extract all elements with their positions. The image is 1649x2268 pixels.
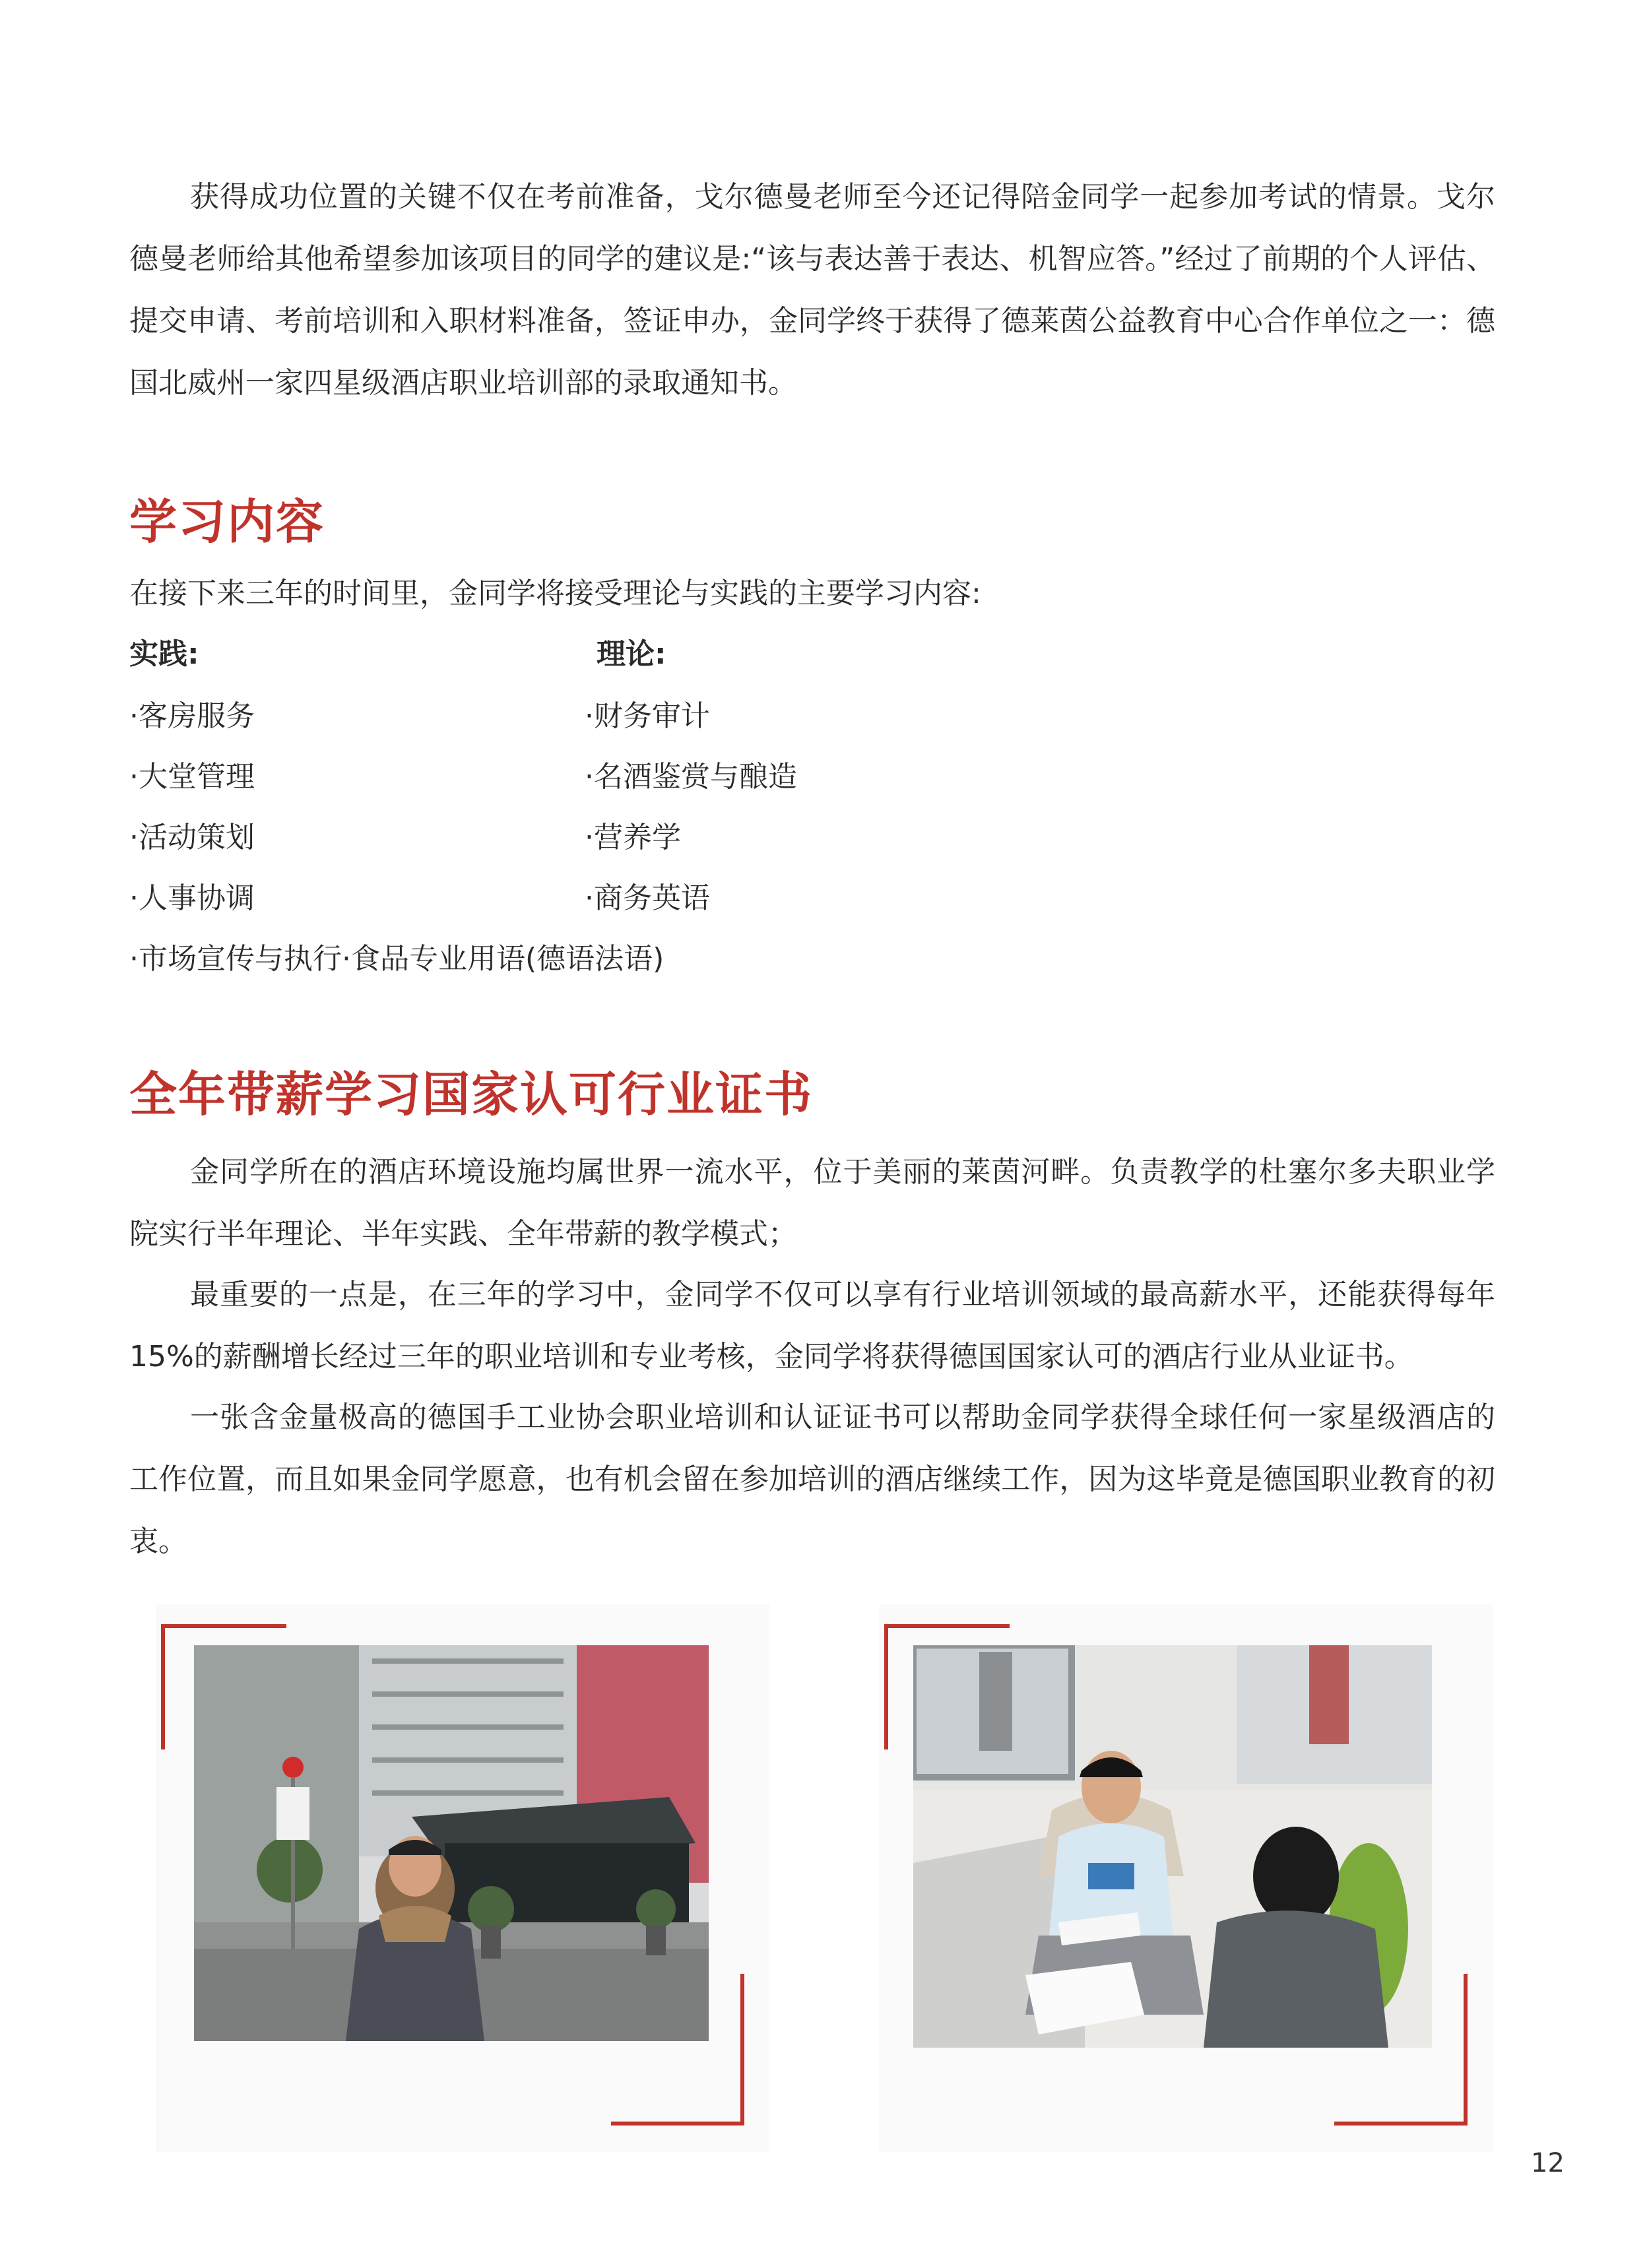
certificate-paragraph: 最重要的一点是，在三年的学习中，金同学不仅可以享有行业培训领域的最高薪水平，还能获得每年15%的薪酬增长经过三年的职业培训和专业考核，金同学将获得德国国家认可的酒店行业从业证书。 bbox=[129, 1278, 1495, 1373]
frame-corner bbox=[884, 1624, 1010, 1628]
frame-corner bbox=[1464, 1974, 1468, 2126]
interview-illustration bbox=[913, 1645, 1432, 2048]
frame-corner bbox=[1334, 2122, 1468, 2126]
photo-interview bbox=[913, 1645, 1432, 2048]
theory-item: ·商务英语 bbox=[585, 881, 710, 915]
theory-item: ·营养学 bbox=[585, 821, 681, 854]
section-title-study-content: 学习内容 bbox=[129, 494, 325, 550]
practice-item: ·客房服务 bbox=[129, 699, 255, 733]
practice-item: ·大堂管理 bbox=[129, 760, 255, 794]
frame-corner bbox=[884, 1624, 888, 1749]
certificate-paragraph: 金同学所在的酒店环境设施均属世界一流水平，位于美丽的莱茵河畔。负责教学的杜塞尔多夫职业学院实行半年理论、半年实践、全年带薪的教学模式； bbox=[129, 1155, 1495, 1251]
certificate-paragraph: 一张含金量极高的德国手工业协会职业培训和认证证书可以帮助金同学获得全球任何一家星级酒店的工作位置，而且如果金同学愿意，也有机会留在参加培训的酒店继续工作，因为这毕竟是德国职业教育的初衷。 bbox=[129, 1401, 1495, 1558]
page-number: 12 bbox=[1531, 2148, 1565, 2178]
frame-corner bbox=[161, 1624, 165, 1749]
intro-paragraph: 获得成功位置的关键不仅在考前准备，戈尔德曼老师至今还记得陪金同学一起参加考试的情景。戈尔德曼老师给其他希望参加该项目的同学的建议是:“该与表达善于表达、机智应答。”经过了前期的个人评估、提交申请、考前培训和入职材料准备，签证申办，金同学终于获得了德莱茵公益教育中心合作单位之一：德国北威州一家四星级酒店职业培训部的录取通知书。 bbox=[129, 180, 1495, 400]
study-intro: 在接下来三年的时间里，金同学将接受理论与实践的主要学习内容: bbox=[129, 577, 981, 610]
practice-header: 实践: bbox=[129, 637, 199, 671]
section-title-certificate: 全年带薪学习国家认可行业证书 bbox=[129, 1067, 814, 1122]
practice-item: ·人事协调 bbox=[129, 881, 255, 915]
frame-corner bbox=[161, 1624, 286, 1628]
hotel-exterior-illustration bbox=[194, 1645, 709, 2041]
frame-corner bbox=[740, 1974, 744, 2126]
photo-hotel-exterior bbox=[194, 1645, 709, 2041]
combined-item: ·市场宣传与执行·食品专业用语(德语法语) bbox=[129, 942, 664, 976]
theory-item: ·财务审计 bbox=[585, 699, 710, 733]
practice-item: ·活动策划 bbox=[129, 821, 255, 854]
theory-item: ·名酒鉴赏与酿造 bbox=[585, 760, 797, 794]
theory-header: 理论: bbox=[597, 637, 666, 671]
frame-corner bbox=[611, 2122, 744, 2126]
